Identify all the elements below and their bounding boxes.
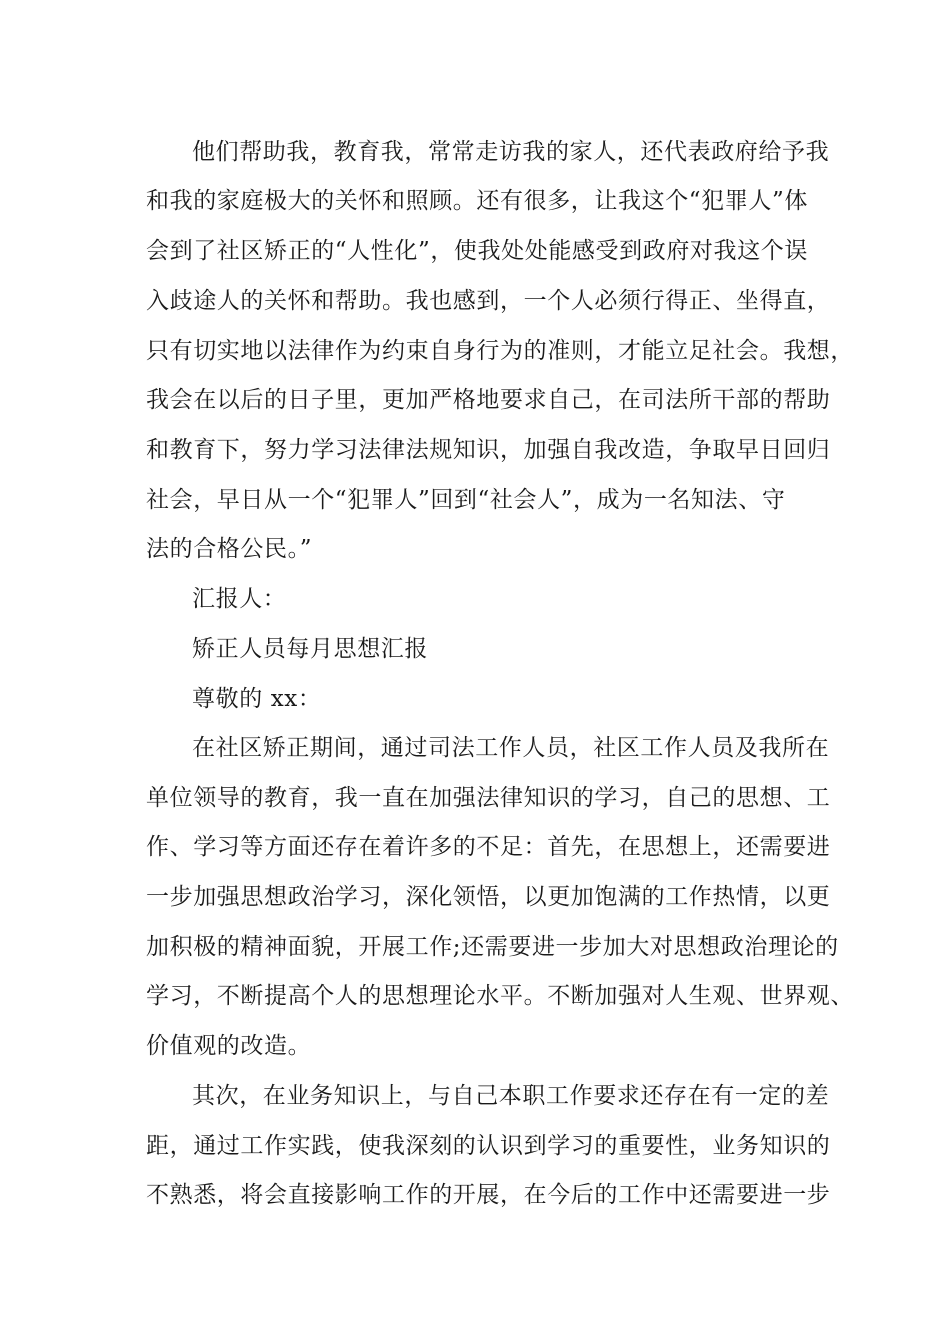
text-line: 社会，早日从一个“犯罪人”回到“社会人”，成为一名知法、守 [146,487,786,513]
text-line: 价值观的改造。 [146,1033,312,1059]
text-line: 作、学习等方面还存在着许多的不足：首先，在思想上，还需要进 [146,834,831,860]
text-line: 单位领导的教育，我一直在加强法律知识的学习，自己的思想、工 [146,785,831,811]
text-line: 在社区矫正期间，通过司法工作人员，社区工作人员及我所在 [192,735,830,761]
text-line: 和我的家庭极大的关怀和照顾。还有很多，让我这个“犯罪人”体 [146,188,808,214]
text-line: 距，通过工作实践，使我深刻的认识到学习的重要性，业务知识的 [146,1133,831,1159]
text-line: 学习，不断提高个人的思想理论水平。不断加强对人生观、世界观、 [146,983,854,1009]
text-line: 入歧途人的关怀和帮助。我也感到，一个人必须行得正、坐得直， [146,288,831,314]
text-line: 他们帮助我，教育我，常常走访我的家人，还代表政府给予我 [192,139,830,165]
section-title: 矫正人员每月思想汇报 [192,636,428,662]
text-line: 其次，在业务知识上，与自己本职工作要求还存在有一定的差 [192,1083,830,1109]
text-line: 和教育下，努力学习法律法规知识，加强自我改造，争取早日回归 [146,437,831,463]
text-line: 不熟悉，将会直接影响工作的开展，在今后的工作中还需要进一步 [146,1182,831,1208]
text-line: 只有切实地以法律作为约束自身行为的准则，才能立足社会。我想， [146,338,854,364]
salutation: 尊敬的 xx： [192,686,322,712]
text-line: 会到了社区矫正的“人性化”，使我处处能感受到政府对我这个误 [146,238,808,264]
signature-label: 汇报人： [192,586,287,612]
text-line: 加积极的精神面貌，开展工作;还需要进一步加大对思想政治理论的 [146,934,839,960]
text-line: 法的合格公民。” [146,536,313,562]
text-line: 我会在以后的日子里，更加严格地要求自己，在司法所干部的帮助 [146,387,831,413]
text-line: 一步加强思想政治学习，深化领悟，以更加饱满的工作热情，以更 [146,884,831,910]
